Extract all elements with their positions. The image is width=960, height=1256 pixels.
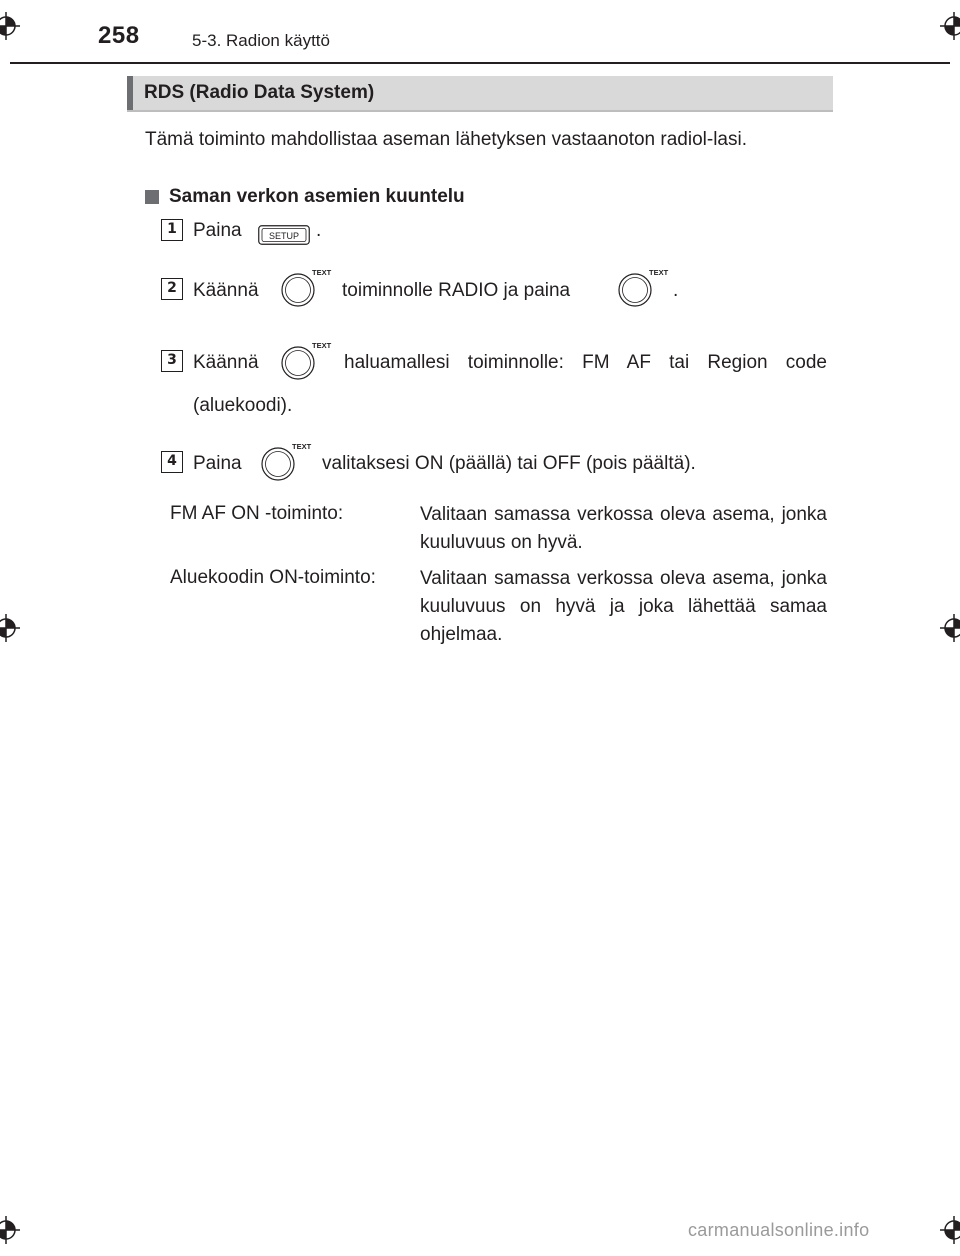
registration-mark-middle-right — [940, 614, 960, 642]
knob-text-label: TEXT — [649, 268, 669, 277]
setup-icon-label: SETUP — [268, 231, 300, 241]
sub-heading — [145, 186, 465, 208]
tune-knob-icon — [278, 339, 334, 381]
step-4-text-end: valitaksesi ON (päällä) tai OFF (pois päältä). — [322, 453, 696, 474]
definition-term-fm-af: FM AF ON -toiminto: — [170, 503, 344, 524]
tune-knob-icon — [258, 440, 314, 482]
definition-desc-fm-af: Valitaan samassa verkossa oleva asema, jonka kuuluvuus on hyvä. — [420, 504, 827, 553]
step-1-text-end: . — [316, 220, 322, 241]
knob-text-label: TEXT — [292, 442, 312, 451]
setup-button-icon — [258, 225, 310, 245]
knob-text-label: TEXT — [312, 341, 332, 350]
step-3-text-end: (aluekoodi). — [193, 395, 293, 416]
chapter-title: 5-3. Radion käyttö — [192, 31, 330, 50]
definition-desc-region-code: Valitaan samassa verkossa oleva asema, jonka kuuluvuus on hyvä ja joka lähettää samaa ohjelmaa. — [420, 568, 827, 645]
step-3-text-start: Käännä — [193, 352, 259, 373]
section-title: RDS (Radio Data System) — [144, 82, 375, 103]
section-heading-bar — [127, 76, 833, 112]
registration-mark-bottom-left — [0, 1216, 20, 1244]
square-bullet-icon — [145, 190, 159, 204]
registration-mark-middle-left — [0, 614, 20, 642]
step-number-4: 4 — [161, 451, 183, 473]
step-number-1: 1 — [161, 219, 183, 241]
page-number: 258 — [98, 22, 140, 49]
step-1-text-start: Paina — [193, 220, 242, 241]
registration-mark-top-left — [0, 12, 20, 40]
step-4-text-start: Paina — [193, 453, 242, 474]
step-2-text-start: Käännä — [193, 280, 259, 301]
tune-knob-icon — [278, 266, 334, 308]
header-divider — [10, 62, 950, 64]
step-3-text-middle: haluamallesi toiminnolle: FM AF tai Region code — [344, 352, 827, 373]
watermark: carmanualsonline.info — [688, 1220, 870, 1240]
sub-heading-text: Saman verkon asemien kuuntelu — [169, 186, 465, 207]
step-2-text-end: . — [673, 280, 679, 301]
step-2-text-middle: toiminnolle RADIO ja paina — [342, 280, 571, 301]
step-number-2: 2 — [161, 278, 183, 300]
registration-mark-bottom-right — [940, 1216, 960, 1244]
section-accent — [127, 76, 133, 110]
knob-text-label: TEXT — [312, 268, 332, 277]
registration-mark-top-right — [940, 12, 960, 40]
tune-knob-icon — [615, 266, 671, 308]
step-number-3: 3 — [161, 350, 183, 372]
definition-term-region-code: Aluekoodin ON-toiminto: — [170, 567, 376, 588]
intro-paragraph: Tämä toiminto mahdollistaa aseman lähetyksen vastaanoton radiol-lasi. — [145, 129, 747, 150]
